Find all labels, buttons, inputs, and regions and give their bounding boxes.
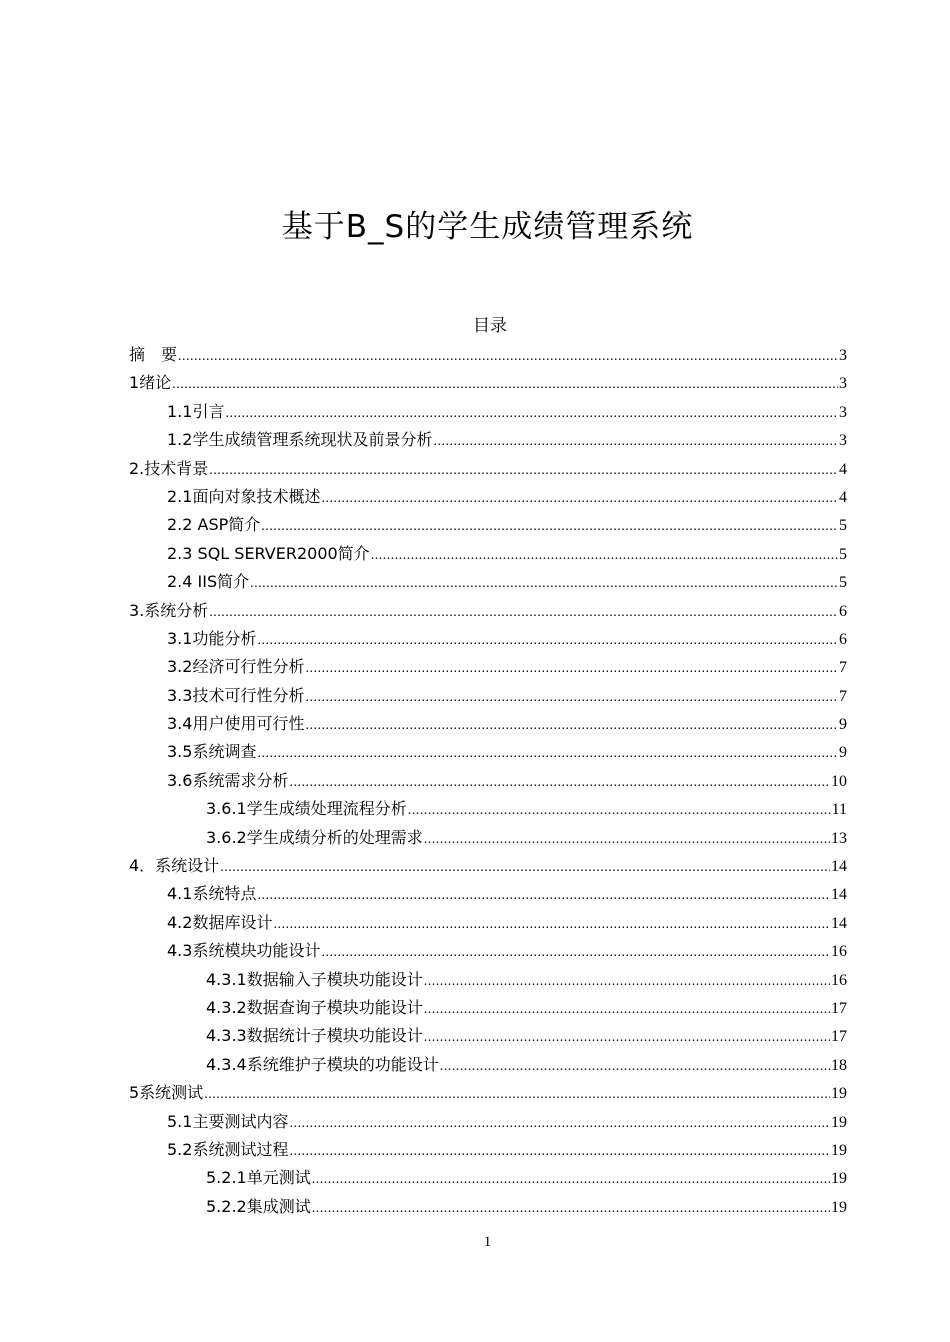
toc-entry-page: 16 — [831, 943, 847, 961]
toc-entry[interactable] — [129, 1193, 847, 1221]
document-title: 基于B_S的学生成绩管理系统 — [281, 209, 694, 245]
toc-dot-leader — [312, 1195, 830, 1223]
toc-entry-label: 3.1功能分析 — [167, 628, 257, 648]
toc-entry[interactable] — [129, 653, 847, 681]
toc-entry-label: 3.6系统需求分析 — [167, 770, 289, 790]
toc-dot-leader — [305, 684, 838, 712]
toc-entry-page: 7 — [839, 687, 847, 705]
toc-entry-page: 19 — [831, 1170, 847, 1188]
toc-entry-page: 7 — [839, 659, 847, 677]
toc-entry-label: 3.2经济可行性分析 — [167, 657, 305, 677]
table-of-contents — [129, 341, 847, 1221]
toc-entry-page: 5 — [839, 517, 847, 535]
toc-entry-label: 3.系统分析 — [129, 600, 209, 620]
toc-entry-page: 10 — [831, 772, 847, 790]
toc-dot-leader — [289, 1110, 830, 1138]
toc-entry-label: 4.2数据库设计 — [167, 912, 273, 932]
toc-entry[interactable] — [129, 398, 847, 426]
toc-dot-leader — [273, 911, 830, 939]
toc-entry-page: 17 — [831, 1028, 847, 1046]
toc-entry[interactable] — [129, 1051, 847, 1079]
toc-entry-page: 5 — [839, 545, 847, 563]
toc-dot-leader — [257, 627, 838, 655]
toc-entry-page: 16 — [831, 971, 847, 989]
toc-entry-page: 13 — [831, 829, 847, 847]
toc-entry-label: 3.4用户使用可行性 — [167, 714, 305, 734]
toc-dot-leader — [371, 542, 838, 570]
toc-dot-leader — [321, 485, 838, 513]
toc-dot-leader — [424, 1024, 830, 1052]
toc-entry-label: 5.2系统测试过程 — [167, 1139, 289, 1159]
toc-entry-page: 9 — [839, 716, 847, 734]
toc-dot-leader — [321, 939, 830, 967]
toc-entry[interactable] — [129, 426, 847, 454]
toc-entry-page: 3 — [839, 375, 847, 393]
toc-dot-leader — [172, 371, 838, 399]
toc-entry[interactable] — [129, 1079, 847, 1107]
toc-dot-leader — [178, 343, 838, 371]
toc-dot-leader — [220, 854, 830, 882]
toc-entry[interactable] — [129, 455, 847, 483]
toc-entry-label: 3.6.1学生成绩处理流程分析 — [206, 799, 407, 819]
toc-entry-label: 3.5系统调查 — [167, 742, 257, 762]
toc-entry[interactable] — [129, 738, 847, 766]
toc-entry-label: 4.3.3数据统计子模块功能设计 — [206, 1026, 423, 1046]
toc-entry[interactable] — [129, 568, 847, 596]
toc-dot-leader — [440, 1053, 830, 1081]
toc-dot-leader — [424, 996, 830, 1024]
toc-dot-leader — [209, 457, 838, 485]
toc-entry-page: 19 — [831, 1113, 847, 1131]
toc-entry-label: 4.3系统模块功能设计 — [167, 941, 321, 961]
toc-entry-label: 4．系统设计 — [129, 856, 220, 876]
toc-entry[interactable] — [129, 710, 847, 738]
toc-dot-leader — [305, 712, 838, 740]
toc-entry[interactable] — [129, 341, 847, 369]
toc-entry-page: 3 — [839, 403, 847, 421]
toc-entry[interactable] — [129, 540, 847, 568]
toc-dot-leader — [225, 400, 838, 428]
toc-entry-label: 2.3 SQL SERVER2000简介 — [167, 543, 370, 563]
toc-heading: 目录 — [473, 316, 507, 336]
toc-entry-label: 5系统测试 — [129, 1083, 204, 1103]
toc-entry[interactable] — [129, 1108, 847, 1136]
toc-entry-page: 19 — [831, 1198, 847, 1216]
toc-dot-leader — [289, 769, 830, 797]
toc-dot-leader — [408, 797, 831, 825]
toc-entry-label: 2.2 ASP简介 — [167, 515, 261, 535]
toc-entry-label: 5.2.2集成测试 — [206, 1196, 311, 1216]
toc-dot-leader — [257, 740, 838, 768]
toc-entry-label: 1.1引言 — [167, 401, 225, 421]
toc-dot-leader — [433, 428, 838, 456]
toc-entry-label: 4.3.4系统维护子模块的功能设计 — [206, 1054, 439, 1074]
page-number: 1 — [483, 1234, 492, 1250]
toc-entry-page: 9 — [839, 744, 847, 762]
toc-entry-label: 5.1主要测试内容 — [167, 1111, 289, 1131]
toc-dot-leader — [257, 882, 830, 910]
toc-entry[interactable] — [129, 625, 847, 653]
toc-entry[interactable] — [129, 909, 847, 937]
toc-dot-leader — [289, 1138, 830, 1166]
toc-entry[interactable] — [129, 1164, 847, 1192]
toc-entry[interactable] — [129, 852, 847, 880]
toc-entry-label: 3.3技术可行性分析 — [167, 685, 305, 705]
toc-entry-page: 3 — [839, 432, 847, 450]
toc-entry-page: 14 — [831, 858, 847, 876]
toc-entry-label: 2.技术背景 — [129, 458, 209, 478]
toc-entry-page: 11 — [831, 801, 847, 819]
toc-entry-page: 19 — [831, 1085, 847, 1103]
toc-entry-page: 19 — [831, 1141, 847, 1159]
toc-dot-leader — [424, 826, 830, 854]
toc-entry[interactable] — [129, 880, 847, 908]
toc-entry-page: 14 — [831, 914, 847, 932]
toc-entry-page: 6 — [839, 630, 847, 648]
toc-entry[interactable] — [129, 511, 847, 539]
toc-entry-label: 3.6.2学生成绩分析的处理需求 — [206, 827, 423, 847]
toc-entry-page: 18 — [831, 1056, 847, 1074]
toc-dot-leader — [312, 1166, 830, 1194]
toc-entry[interactable] — [129, 994, 847, 1022]
toc-entry-label: 4.3.2数据查询子模块功能设计 — [206, 997, 423, 1017]
toc-entry[interactable] — [129, 966, 847, 994]
toc-dot-leader — [261, 513, 838, 541]
toc-entry-page: 17 — [831, 999, 847, 1017]
toc-entry[interactable] — [129, 767, 847, 795]
toc-entry-label: 2.4 IIS简介 — [167, 572, 250, 592]
toc-entry-label: 1绪论 — [129, 373, 172, 393]
toc-dot-leader — [209, 599, 838, 627]
toc-entry[interactable] — [129, 682, 847, 710]
toc-entry-label: 摘 要 — [129, 345, 178, 364]
toc-dot-leader — [424, 968, 830, 996]
toc-entry[interactable] — [129, 1022, 847, 1050]
toc-dot-leader — [305, 655, 838, 683]
toc-entry[interactable] — [129, 597, 847, 625]
toc-entry-page: 4 — [839, 488, 847, 506]
toc-entry-page: 4 — [839, 460, 847, 478]
toc-entry[interactable] — [129, 795, 847, 823]
toc-entry-page: 5 — [839, 574, 847, 592]
toc-entry[interactable] — [129, 369, 847, 397]
toc-entry[interactable] — [129, 824, 847, 852]
toc-entry[interactable] — [129, 937, 847, 965]
toc-entry-label: 5.2.1单元测试 — [206, 1168, 311, 1188]
toc-dot-leader — [250, 570, 838, 598]
toc-entry-page: 14 — [831, 886, 847, 904]
toc-entry[interactable] — [129, 483, 847, 511]
toc-entry-label: 1.2学生成绩管理系统现状及前景分析 — [167, 430, 433, 450]
toc-entry-page: 6 — [839, 602, 847, 620]
toc-dot-leader — [204, 1081, 830, 1109]
toc-entry-label: 4.3.1数据输入子模块功能设计 — [206, 969, 423, 989]
toc-entry-label: 4.1系统特点 — [167, 884, 257, 904]
toc-entry-label: 2.1面向对象技术概述 — [167, 486, 321, 506]
toc-entry-page: 3 — [839, 347, 847, 364]
toc-entry[interactable] — [129, 1136, 847, 1164]
